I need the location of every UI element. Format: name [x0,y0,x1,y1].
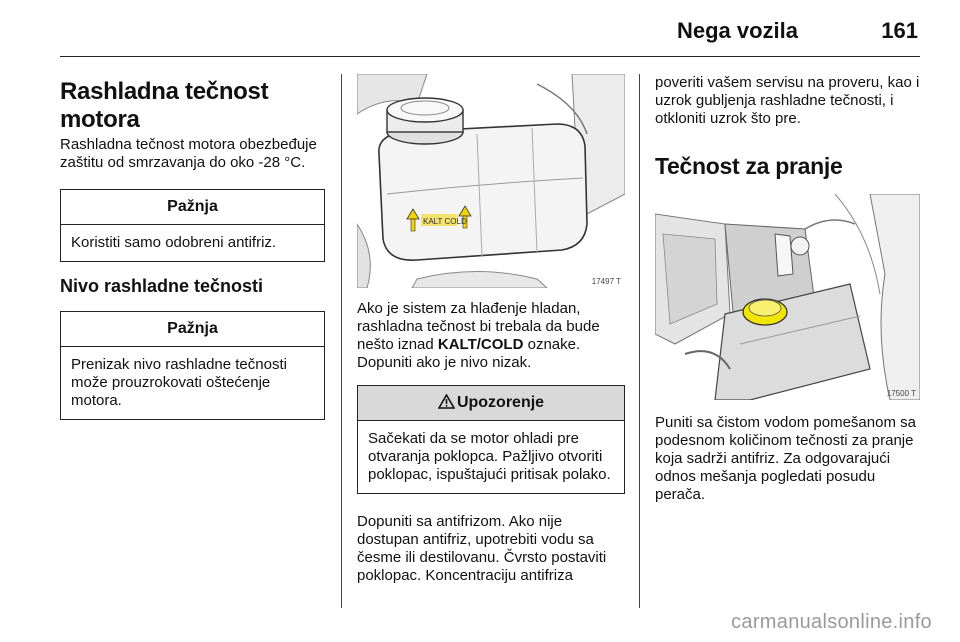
washer-reservoir-illustration [655,194,920,400]
coolant-reservoir-figure [357,74,625,288]
warning-title: Upozorenje [456,394,545,411]
coolant-level-paragraph [357,300,625,372]
coolant-intro: Rashladna tečnost motora obezbeđuje zaštitu od smrzavanja do oko -28 °C. [60,136,317,171]
washer-fluid-paragraph: Puniti sa čistom vodom pomešanom sa podesnom količinom tečnosti za pranje koja sadrži antifriz. Za odgovarajući odnos mešanja pogledati posudu perača. [655,414,916,503]
column-1 [60,78,325,420]
warning-box [357,385,625,494]
warning-header [358,386,624,421]
continued-paragraph: poveriti vašem servisu na proveru, kao i uzrok gubljenja rashladne tečnosti, i otkloniti uzrok što pre. [655,74,920,127]
figure-number: 17497 T [591,277,621,286]
column-divider-left [341,74,342,608]
caution-title: Pažnja [61,312,324,347]
refill-paragraph: Dopuniti sa antifrizom. Ako nije dostupan antifriz, upotrebiti vodu sa česme ili destilovanu. Čvrsto postaviti poklopac. Koncentraciju antifriza [357,513,607,584]
washer-reservoir-figure [655,194,920,400]
washer-fluid-heading: Tečnost za pranje [655,153,843,179]
warning-triangle-icon [438,394,455,409]
caution-title: Pažnja [61,190,324,225]
level-mark-text: KALT COLD [423,217,467,226]
caution-box-level [60,311,325,420]
coolant-heading: Rashladna tečnost motora [60,78,269,133]
caution-text: Prenizak nivo rashladne tečnosti može prouzrokovati oštećenje motora. [71,356,287,409]
paragraph-text: oznake. Dopuniti ako je nivo nizak. [357,336,581,371]
page-number: 161 [881,18,918,43]
caution-box-antifreeze [60,189,325,262]
kalt-cold-mark: KALT/COLD [437,336,524,353]
figure-number: 17500 T [886,389,916,398]
section-title: Nega vozila [676,18,798,43]
coolant-reservoir-illustration [357,74,625,288]
paragraph-text: Ako je sistem za hlađenje hladan, rashladna tečnost bi trebala da bude nešto iznad [357,300,600,353]
column-3 [655,74,923,504]
column-divider-right [639,74,640,608]
coolant-level-heading: Nivo rashladne tečnosti [60,276,264,296]
watermark: carmanualsonline.info [731,611,932,633]
header-divider [60,56,920,57]
column-2 [357,74,625,585]
warning-text: Sačekati da se motor ohladi pre otvaranja poklopca. Pažljivo otvoriti poklopac, ispuštajući pritisak polako. [368,430,611,483]
caution-text: Koristiti samo odobreni antifriz. [71,234,277,251]
